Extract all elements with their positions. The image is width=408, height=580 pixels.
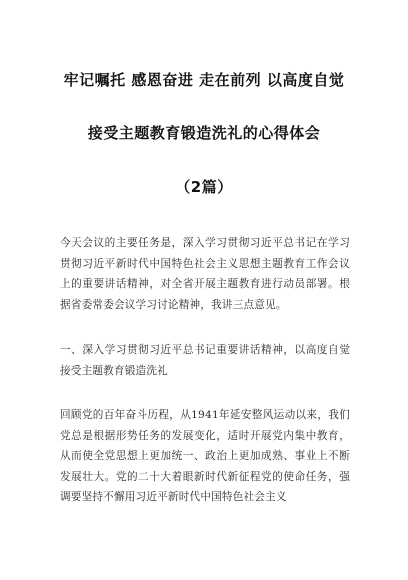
document-title-line-2: 接受主题教育锻造洗礼的心得体会 xyxy=(87,124,321,142)
section-heading-1: 一、深入学习贯彻习近平总书记重要讲话精神，以高度自觉接受主题教育锻造洗礼 xyxy=(60,344,350,377)
paragraph-history: 回顾党的百年奋斗历程，从1941年延安整风运动以来，我们党总是根据形势任务的发展变化，适时开展党内集中教育，从而使全党思想上更加统一、政治上更加成熟、事业上不断发展壮大。党的二十大着眼新时代新征程党的使命任务，强调要坚持不懈用习近平新时代中国特色社会主义 xyxy=(60,409,350,503)
document-title-note: （2篇） xyxy=(175,178,233,196)
document-title-line-1: 牢记嘱托 感恩奋进 走在前列 以高度自觉 xyxy=(63,71,345,89)
paragraph-intro: 今天会议的主要任务是，深入学习贯彻习近平总书记在学习贯彻习近平新时代中国特色社会主义思想主题教育工作会议上的重要讲话精神，对全省开展主题教育进行动员部署。根据省委常委会议学习讨论精神，我讲三点意见。 xyxy=(60,237,350,311)
